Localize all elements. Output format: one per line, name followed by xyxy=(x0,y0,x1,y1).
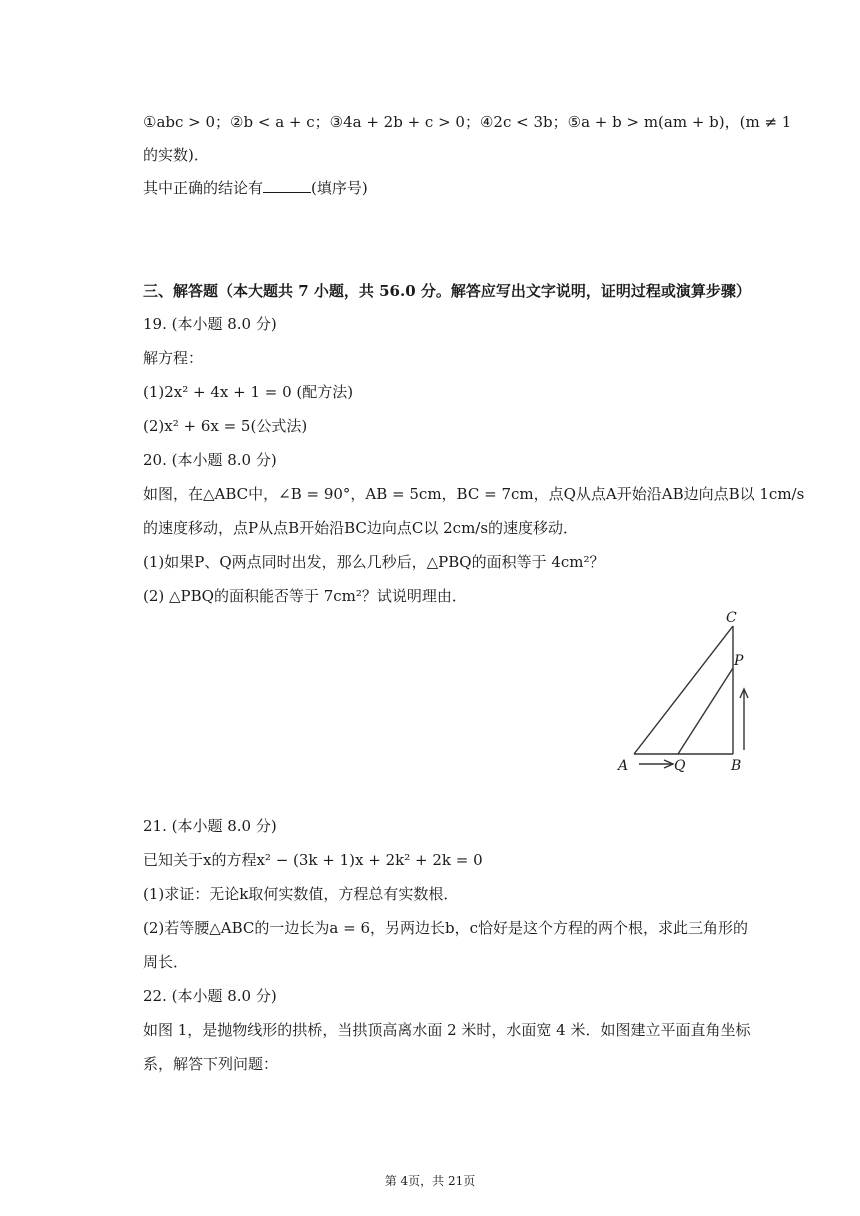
label-A: A xyxy=(618,758,629,774)
fill-blank-prefix: 其中正确的结论有 xyxy=(143,179,264,197)
q19-intro: 解方程： xyxy=(143,349,204,367)
conclusions-line: ①abc > 0；②b < a + c；③4a + 2b + c > 0；④2c < 3b；⑤a + b > m(am + b)，(m ≠ 1 xyxy=(143,113,792,131)
answer-blank xyxy=(263,178,311,193)
label-P: P xyxy=(734,653,744,669)
q20-part2: (2) △PBQ的面积能否等于 7cm²？试说明理由． xyxy=(143,587,467,605)
q20-heading: 20. (本小题 8.0 分) xyxy=(143,451,277,469)
q22-text-cont: 系，解答下列问题： xyxy=(143,1055,279,1073)
q21-part2: (2)若等腰△ABC的一边长为a = 6，另两边长b，c恰好是这个方程的两个根，求此三角形的 xyxy=(143,919,748,937)
q21-heading: 21. (本小题 8.0 分) xyxy=(143,817,277,835)
triangle-figure xyxy=(612,604,762,780)
fill-blank-suffix: (填序号) xyxy=(311,179,368,197)
page-footer: 第 4页，共 21页 xyxy=(384,1174,476,1188)
q20-text: 如图，在△ABC中，∠B = 90°，AB = 5cm，BC = 7cm，点Q从点A开始沿AB边向点B以 1cm/s xyxy=(143,485,805,503)
q21-part1: (1)求证：无论k取何实数值，方程总有实数根． xyxy=(143,885,459,903)
conclusions-line-cont: 的实数)． xyxy=(143,146,209,164)
q20-part1: (1)如果P、Q两点同时出发，那么几秒后，△PBQ的面积等于 4cm²？ xyxy=(143,553,605,571)
label-Q: Q xyxy=(674,758,686,774)
label-C: C xyxy=(726,610,737,626)
q19-part1: (1)2x² + 4x + 1 = 0 (配方法) xyxy=(143,383,354,401)
q21-part2-cont: 周长． xyxy=(143,953,189,971)
q21-text: 已知关于x的方程x² − (3k + 1)x + 2k² + 2k = 0 xyxy=(143,851,483,869)
label-B: B xyxy=(731,758,742,774)
q19-part2: (2)x² + 6x = 5(公式法) xyxy=(143,417,308,435)
q20-text-cont: 的速度移动，点P从点B开始沿BC边向点C以 2cm/s的速度移动． xyxy=(143,519,579,537)
fill-blank-question xyxy=(143,178,368,198)
segment-QP xyxy=(678,668,733,754)
q22-text: 如图 1，是抛物线形的拱桥，当拱顶高离水面 2 米时，水面宽 4 米．如图建立平面直角坐标 xyxy=(143,1021,751,1039)
q19-heading: 19. (本小题 8.0 分) xyxy=(143,315,277,333)
q22-heading: 22. (本小题 8.0 分) xyxy=(143,987,277,1005)
section-heading: 三、解答题（本大题共 7 小题，共 56.0 分。解答应写出文字说明，证明过程或演算步骤） xyxy=(143,282,751,300)
